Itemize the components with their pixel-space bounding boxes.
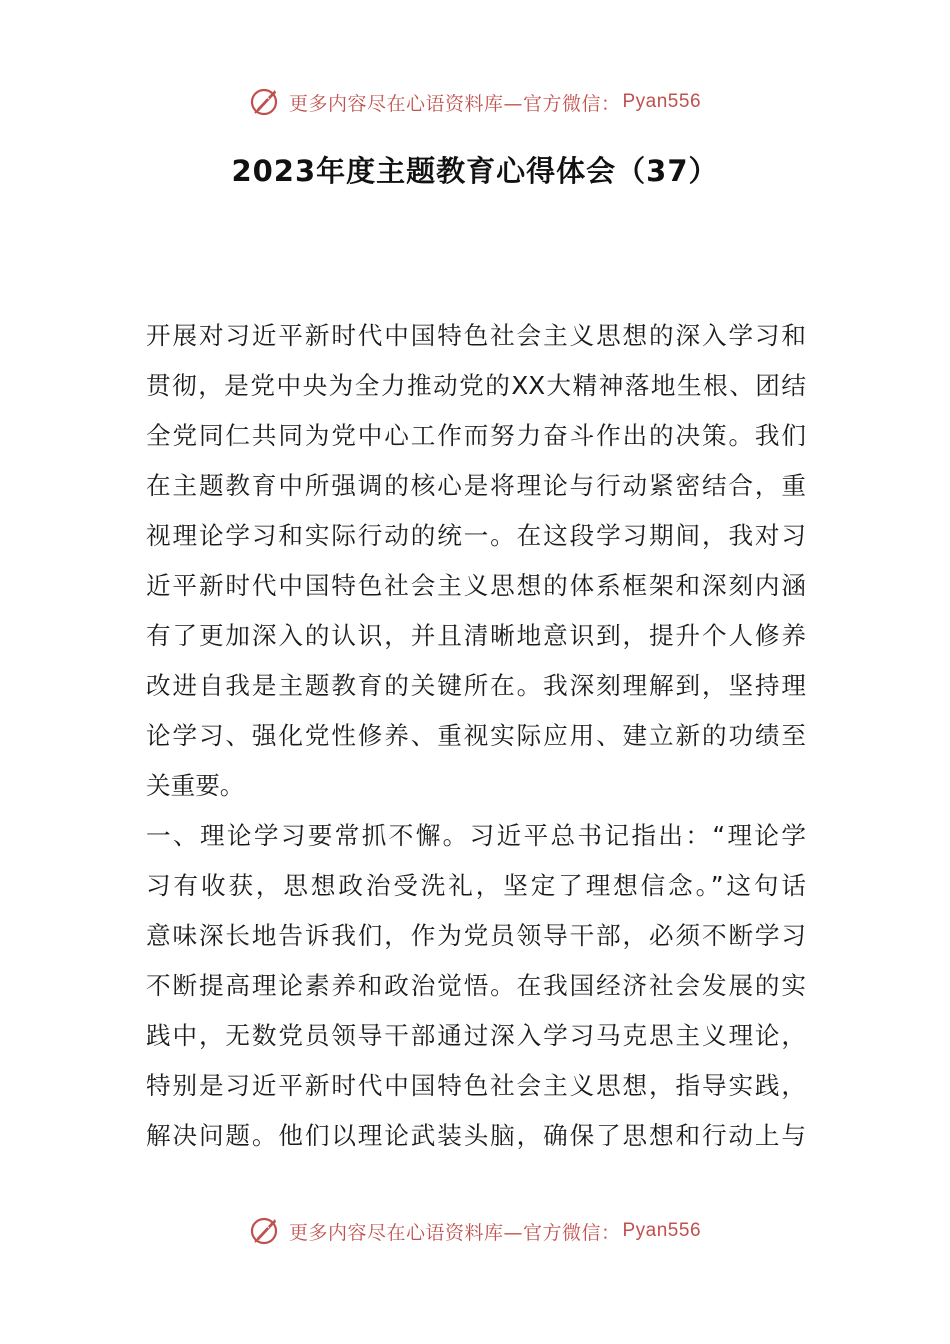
body-line: 改进自我是主题教育的关键所在。我深刻理解到，坚持理	[146, 671, 806, 700]
body-line: 在主题教育中所强调的核心是将理论与行动紧密结合，重	[146, 471, 806, 500]
header-banner-text: 更多内容尽在心语资料库—官方微信：	[288, 92, 621, 115]
body-line: 近平新时代中国特色社会主义思想的体系框架和深刻内涵	[146, 571, 806, 600]
body-line: 关重要。	[146, 771, 245, 800]
body-line: 习有收获，思想政治受洗礼，坚定了理想信念。”这句话	[146, 871, 806, 900]
body-line: 有了更加深入的认识，并且清晰地意识到，提升个人修养	[146, 621, 806, 650]
body-line: 特别是习近平新时代中国特色社会主义思想，指导实践，	[146, 1071, 806, 1100]
quill-pen-logo-icon	[249, 1214, 283, 1248]
body-line: 解决问题。他们以理论武装头脑，确保了思想和行动上与	[146, 1121, 806, 1150]
section-heading-line: 一、理论学习要常抓不懈。习近平总书记指出：“理论学	[146, 821, 806, 850]
body-line: 践中，无数党员领导干部通过深入学习马克思主义理论，	[146, 1021, 806, 1050]
body-line: 不断提高理论素养和政治觉悟。在我国经济社会发展的实	[146, 971, 806, 1000]
body-line: 贯彻，是党中央为全力推动党的XX大精神落地生根、团结	[146, 371, 806, 400]
body-line: 开展对习近平新时代中国特色社会主义思想的深入学习和	[146, 321, 806, 350]
header-banner	[0, 82, 950, 122]
footer-wechat-id: Pyan556	[622, 1220, 702, 1241]
body-line: 视理论学习和实际行动的统一。在这段学习期间，我对习	[146, 521, 806, 550]
body-line: 全党同仁共同为党中心工作而努力奋斗作出的决策。我们	[146, 421, 806, 450]
document-title: 2023年度主题教育心得体会（37）	[231, 154, 719, 188]
body-line: 论学习、强化党性修养、重视实际应用、建立新的功绩至	[146, 721, 806, 750]
body-line: 意味深长地告诉我们，作为党员领导干部，必须不断学习	[146, 921, 806, 950]
header-wechat-id: Pyan556	[622, 91, 702, 112]
quill-pen-logo-icon	[249, 85, 283, 119]
footer-banner-text: 更多内容尽在心语资料库—官方微信：	[288, 1221, 621, 1244]
document-body	[146, 311, 806, 1161]
footer-banner	[0, 1211, 950, 1251]
